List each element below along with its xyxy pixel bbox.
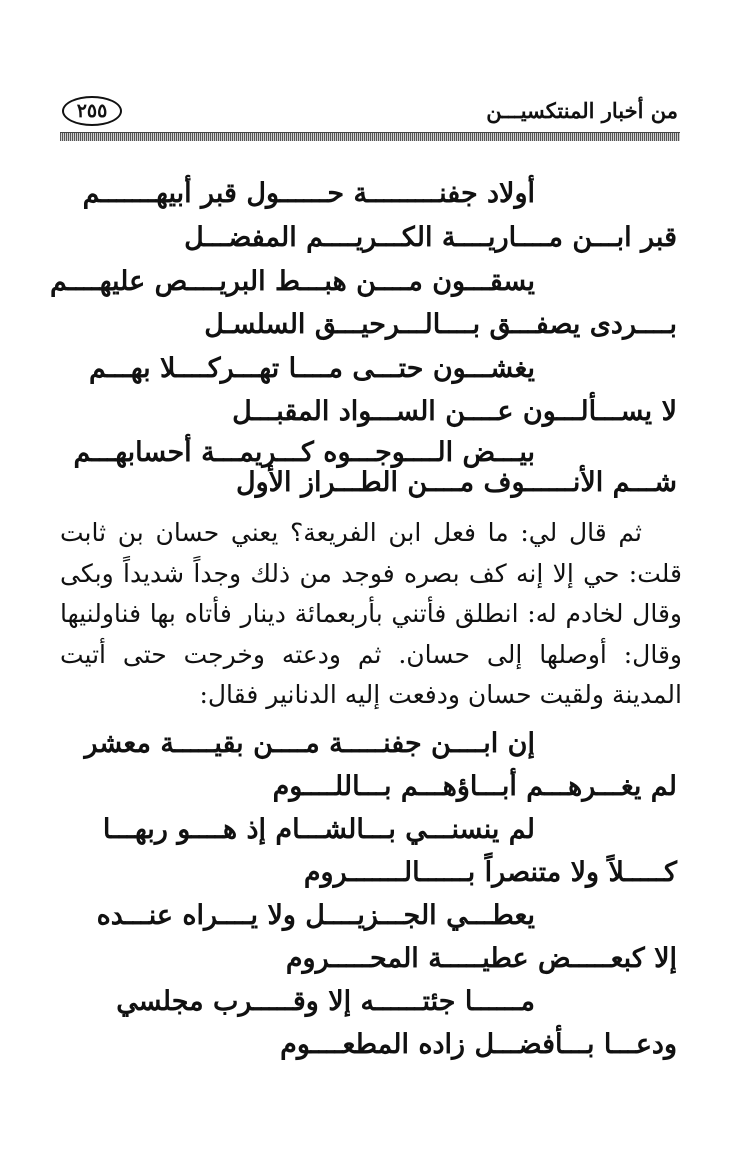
verse-line: مــــــا جئتــــــه إلا وقـــــرب مجلسي (116, 986, 535, 1017)
verse-line: يعطـــي الجـــزيــــل ولا يــــراه عنـــده (96, 900, 535, 931)
verse-line: إن ابــــن جفنـــــة مــــن بقيـــــة معشر (84, 728, 535, 759)
header-rule (60, 132, 680, 141)
page-header (60, 94, 680, 138)
verse-line: لم يغـــرهـــم أبـــاؤهـــم بـــاللــــوم (272, 771, 677, 802)
page-number: ٢٥٥ (62, 96, 122, 126)
verse-line: أولاد جفنـــــــــة حــــــول قبر أبيهـــــــم (82, 178, 535, 209)
verse-line: بيـــض الــــوجـــوه كـــريمـــة أحسابهـــم (73, 437, 535, 468)
verse-line: شـــم الأنــــــوف مــــن الطـــراز الأول (236, 467, 677, 498)
verse-line: لا يســـألـــون عــــن الســـواد المقبـــل (232, 396, 677, 427)
verse-line: يغشـــون حتـــى مــــا تهـــركــــلا بهـــم (89, 353, 535, 384)
prose-paragraph (60, 513, 682, 716)
verse-line: بــــردى يصفـــق بــــالـــرحيـــق السلسـل (204, 309, 677, 340)
verse-line: إلا كبعـــــض عطيـــــة المحـــــروم (285, 943, 677, 974)
verse-line: يسقـــون مــــن هبـــط البريــــص عليهــــم (49, 266, 535, 297)
verse-line: لم ينسنـــي بـــالشـــام إذ هــــو ربهـــا (102, 814, 535, 845)
verse-line: قبر ابـــن مــــاريــــة الكـــريــــم المفضـــل (184, 222, 677, 253)
running-title: من أخبار المنتكسيـــن (486, 98, 678, 123)
verse-line: ودعـــا بـــأفضـــل زاده المطعــــوم (280, 1029, 677, 1060)
paragraph-text: ثم قال لي: ما فعل ابن الفريعة؟ يعني حسان بن ثابت قلت: حي إلا إنه كف بصره فوجد من ذلك وجداً شديداً وبكى وقال لخادم له: انطلق فأتني بأربعمائة دينار فأتاه بها فناولنيها وقال: أوصلها إلى حسان. ثم ودعته وخرجت حتى أتيت المدينة ولقيت حسان ودفعت إليه الدنانير فقال: (60, 518, 682, 709)
verse-line: كـــــلاً ولا متنصراً بــــــالـــــــروم (303, 857, 677, 888)
